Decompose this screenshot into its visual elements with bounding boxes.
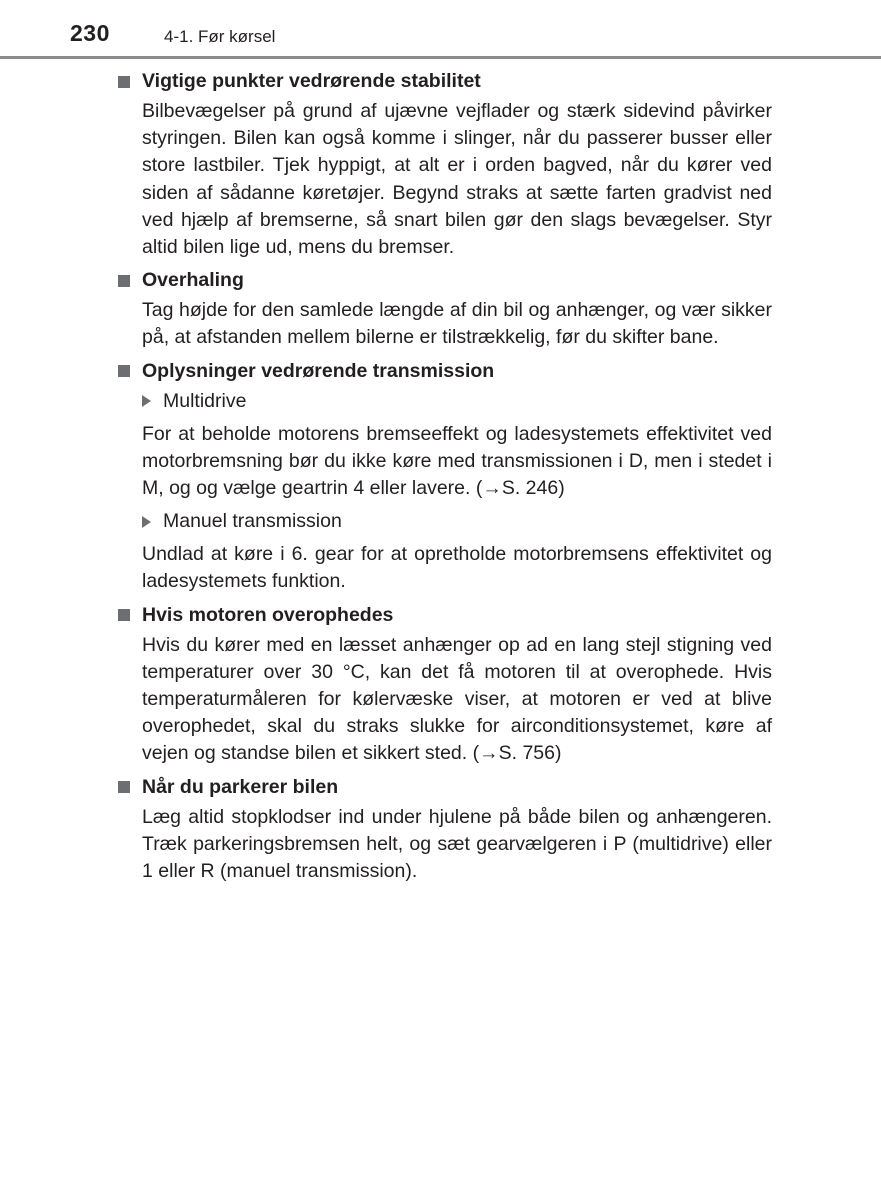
paragraph-overtaking: Tag højde for den samlede længde af din bil og anhænger, og vær sikker på, at afstanden mellem bilerne er tilstrækkelig, før du skifter bane. xyxy=(142,299,772,349)
square-bullet-icon xyxy=(118,76,130,88)
paragraph-overheating: Hvis du kører med en læsset anhænger op ad en lang stejl stigning ved temperaturer over 30 °C, kan det få motoren til at overophede. Hvis temperaturmåleren for kølervæske viser, at motoren er ved at blive overophedet, skal du straks slukke for airconditionsystemet, køre af vejen og standse bilen et sikkert sted. (→S. 756) xyxy=(142,633,772,765)
subheading-text: Multidrive xyxy=(163,389,247,412)
subheading-multidrive xyxy=(142,388,772,415)
subheading-text: Manuel transmission xyxy=(163,510,342,533)
paragraph-stability: Bilbevægelser på grund af ujævne vejflader og stærk sidevind påvirker styringen. Bilen kan også komme i slinger, når du passerer busser eller store lastbiler. Tjek hyppigt, at alt er i orden bagved, når du kører ved siden af sådanne køretøjer. Begynd straks at sætte farten gradvist ned ved hjælp af bremserne, så snart bilen gør den slags bevægelser. Styr altid bilen lige ud, mens du bremser. xyxy=(142,100,772,259)
header-divider xyxy=(0,56,881,59)
heading-transmission xyxy=(118,358,772,385)
square-bullet-icon xyxy=(118,365,130,377)
heading-text: Overhaling xyxy=(142,269,244,292)
heading-text: Oplysninger vedrørende transmission xyxy=(142,359,495,382)
heading-text: Vigtige punkter vedrørende stabilitet xyxy=(142,70,481,92)
page-number: 230 xyxy=(70,20,110,46)
heading-overtaking xyxy=(118,267,772,294)
square-bullet-icon xyxy=(118,781,130,793)
paragraph-manual-transmission: Undlad at køre i 6. gear for at opretholde motorbremsens effektivitet og ladesystemets funktion. xyxy=(142,543,772,593)
paragraph-multidrive: For at beholde motorens bremseeffekt og ladesystemets effektivitet ved motorbremsning bør du ikke køre med transmissionen i D, men i stedet i M, og og vælge geartrin 4 eller lavere. (→S. 246) xyxy=(142,422,772,500)
heading-overheating xyxy=(118,602,772,629)
square-bullet-icon xyxy=(118,609,130,621)
heading-text: Når du parkerer bilen xyxy=(142,775,339,798)
section-title: 4-1. Før kørsel xyxy=(164,27,276,46)
page-content xyxy=(118,64,772,891)
page-header xyxy=(0,0,881,58)
heading-text: Hvis motoren overophedes xyxy=(142,603,394,626)
heading-parking xyxy=(118,774,772,801)
triangle-bullet-icon xyxy=(142,395,151,407)
paragraph-parking: Læg altid stopklodser ind under hjulene på både bilen og anhængeren. Træk parkeringsbremsen helt, og sæt gearvælgeren i P (multidrive) eller 1 eller R (manuel transmission). xyxy=(142,805,772,883)
square-bullet-icon xyxy=(118,275,130,287)
heading-stability xyxy=(118,68,772,95)
subheading-manual-transmission xyxy=(142,508,772,535)
triangle-bullet-icon xyxy=(142,516,151,528)
